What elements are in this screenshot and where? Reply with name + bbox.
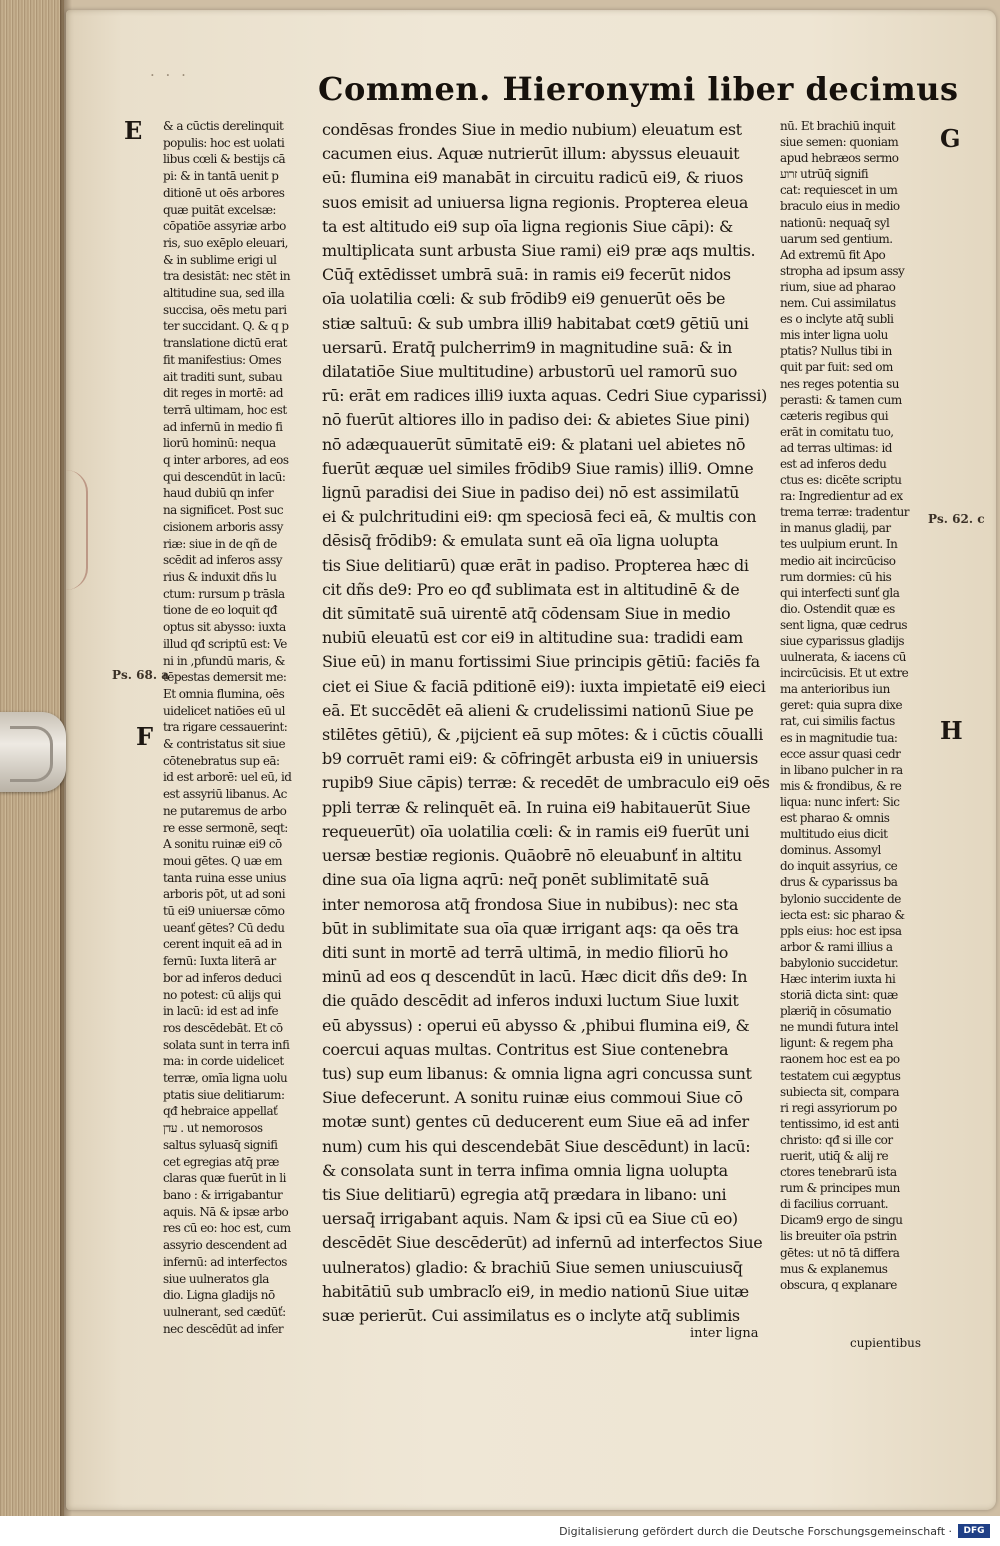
text-line: bano : & irrigabantur (163, 1188, 283, 1202)
text-line: dominus. Assomyl (780, 843, 881, 858)
text-line: liorū hominū: nequa (163, 436, 276, 451)
text-line: Siue eū) in manu fortissimi Siue principis gētiū: faciēs fa (322, 652, 760, 672)
text-line: cet egregias atq̄ præ (163, 1154, 279, 1169)
page-clip-loop (10, 726, 53, 782)
text-line: eū abyssus) : operui eū abysso & ,phibui flumina ei9, & (322, 1015, 750, 1035)
text-line: fuerūt æquæ uel similes frōdib9 Siue ramis) illi9. Omne (322, 458, 754, 478)
text-line: nem. Cui assimilatus (780, 296, 896, 311)
text-line: haud dubiū qn infer (163, 486, 274, 501)
text-line: ciet ei Siue & faciā pditionē ei9): iuxta impietatē ei9 eieci (322, 676, 766, 696)
text-line: tes uulpium erunt. In (780, 537, 898, 552)
text-line: rum & principes mun (780, 1181, 900, 1196)
text-line: qđ hebraice appellať (163, 1104, 278, 1119)
text-line: est pharao & omnis (780, 811, 890, 826)
text-line: in manus gladiį, par (780, 521, 891, 536)
text-line: tentissimo, id est anti (780, 1116, 899, 1131)
text-line: ter succidant. Q. & q p (163, 319, 289, 334)
text-line: cerent inquit eā ad in (163, 937, 282, 952)
text-line: ctores tenebrarū ista (780, 1165, 897, 1180)
text-line: translatione dictū erat (163, 336, 287, 351)
text-line: nubiū eleuatū est cor ei9 in altitudine sua: tradidi eam (322, 628, 743, 648)
text-line: subiecta sit, compara (780, 1084, 899, 1099)
text-line: tus) sup eum libanus: & omnia ligna agri concussa sunt (322, 1063, 752, 1083)
text-line: quæ puitāt excelsæ: (163, 202, 276, 217)
commentary-column-left (163, 118, 311, 1337)
text-line: braculo eius in medio (780, 199, 900, 214)
text-line: storiā dicta sint: quæ (780, 988, 898, 1003)
text-line: multitudo eius dicit (780, 827, 888, 842)
text-line: Siue defecerunt. A sonitu ruinæ eius commoui Siue cō (322, 1088, 743, 1108)
text-line: es o inclyte atq̄ subli (780, 312, 894, 327)
text-line: terrā ultimam, hoc est (163, 402, 287, 417)
text-line: tanta ruina esse unius (163, 870, 286, 885)
text-line: in libano pulcher in ra (780, 762, 903, 777)
text-line: dilatatiōe Siue multitudine) arbustorū uel ramorū suo (322, 362, 737, 382)
text-line: עדן . ut nemorosos (163, 1121, 263, 1136)
text-line: cōpatiōe assyriæ arbo (163, 219, 286, 234)
text-line: Cūq̄ extēdisset umbrā suā: in ramis ei9 fecerūt nidos (322, 265, 731, 285)
text-line: dio. Ostendit quæ es (780, 601, 895, 616)
text-line: testatem cui ægyptus (780, 1068, 901, 1083)
text-line: uidelicet natiōes eū ul (163, 703, 285, 718)
text-line: Et omnia flumina, oēs (163, 686, 285, 701)
text-line: in lacū: id est ad infe (163, 1004, 279, 1019)
text-line: assyrio descendent ad (163, 1238, 287, 1253)
text-line: mus & explanemus (780, 1261, 888, 1276)
text-line: est ad inferos dedu (780, 456, 887, 471)
text-line: succisa, oēs metu pari (163, 302, 287, 317)
text-line: rupib9 Siue cāpis) terræ: & recedēt de umbraculo ei9 oēs (322, 773, 770, 793)
text-line: ppls eius: hoc est ipsa (780, 923, 902, 938)
text-line: ne mundi futura intel (780, 1020, 899, 1035)
margin-reference-left: Ps. 68. a (112, 668, 169, 682)
text-line: lignū paradisi dei Siue in padiso dei) nō est assimilatū (322, 483, 740, 503)
text-line: arboris pōt, ut ad soni (163, 887, 286, 902)
text-line: liqua: nunc infert: Sic (780, 794, 900, 809)
text-line: qui interfecti sunť gla (780, 585, 900, 600)
text-line: descēdēt Siue descēderūt) ad infernū ad interfectos Siue (322, 1233, 763, 1253)
text-line: fit manifestius: Omes (163, 352, 282, 367)
text-line: diti sunt in mortē ad terrā ultimā, in medio filiorū ho (322, 942, 728, 962)
text-line: ta est altitudo ei9 sup oīa ligna regionis Siue cāpi): & (322, 216, 733, 236)
text-line: nec descēdūt ad infer (163, 1321, 284, 1336)
text-line: dēsisq̄ frōdib9: & emulata sunt eā oīa ligna uolupta (322, 531, 719, 551)
text-line: ma anterioribus iun (780, 682, 890, 697)
text-line: cacumen eius. Aquæ nutrierūt illum: abyssus eleuauit (322, 144, 740, 164)
text-line: dine sua oīa ligna aqrū: neq̄ ponēt sublimitatē suā (322, 870, 709, 890)
text-line: quit par fuit: sed om (780, 360, 893, 375)
text-line: do inquit assyrius, ce (780, 859, 898, 874)
text-line: fernū: Iuxta literā ar (163, 954, 276, 969)
column-marker-f: F (136, 722, 154, 751)
text-line: rū: erāt em radices illi9 iuxta aquas. Cedri Siue cyparissi) (322, 386, 767, 406)
text-line: ros descēdebāt. Et cō (163, 1020, 283, 1035)
text-line: Dicam9 ergo de singu (780, 1213, 903, 1228)
text-line: geret: quia supra dixe (780, 698, 903, 713)
page-clip (0, 712, 66, 792)
text-line: bor ad inferos deduci (163, 970, 282, 985)
text-line: gētes: ut nō tā differa (780, 1245, 900, 1260)
text-line: ma: in corde uidelicet (163, 1054, 284, 1069)
catchword-right: cupientibus (850, 1336, 922, 1350)
text-line: libus cœli & bestijs cā (163, 152, 286, 167)
text-line: di facilius corruant. (780, 1197, 888, 1212)
text-line: est assyriū libanus. Ac (163, 787, 287, 802)
text-line: uersæ bestiæ regionis. Quāobrē nō eleuabunť in altitu (322, 846, 742, 866)
text-line: erāt in comitatu tuo, (780, 424, 894, 439)
text-line: uersarū. Eratq̄ pulcherrim9 in magnitudine suā: & in (322, 337, 732, 357)
footer-credit: Digitalisierung gefördert durch die Deutsche Forschungsgemeinschaft · (559, 1525, 952, 1538)
text-line: populis: hoc est uolati (163, 135, 285, 150)
text-line: siue cyparissus gladijs (780, 634, 904, 648)
text-line: inter nemorosa atq̄ frondosa Siue in nubibus): nec sta (322, 894, 738, 914)
text-line: scēdit ad inferos assy (163, 553, 282, 568)
text-line: זרוע utrūq̄ signifi (780, 167, 869, 182)
text-line: tis Siue delitiarū) quæ erāt in padiso. Propterea hæc di (322, 555, 749, 575)
text-line: ruerit, utiq̄ & alij re (780, 1149, 889, 1163)
text-line: tēpestas demersit me: (163, 670, 287, 685)
text-line: lis breuiter oīa pstrin (780, 1229, 897, 1244)
text-line: suæ perierūt. Cui assimilatus es o inclyte atq̄ sublimis (322, 1305, 740, 1325)
text-line: eā. Et succēdēt eā alieni & crudelissimi nationū Siue pe (322, 700, 754, 720)
text-line: ei & pulchritudini ei9: qm speciosā feci eā, & multis con (322, 507, 757, 527)
text-line: riæ: siue in de qñ de (163, 536, 277, 551)
text-line: b9 corruēt rami ei9: & cōfringēt arbusta ei9 in uniuersis (322, 749, 758, 769)
text-line: rius & induxit dñs lu (163, 569, 277, 584)
text-line: re esse sermonē, seqt: (163, 820, 288, 835)
text-line: claras quæ fuerūt in li (163, 1171, 286, 1186)
text-line: ctum: rursum p trāsla (163, 586, 285, 601)
text-line: q inter arbores, ad eos (163, 453, 289, 468)
text-line: & a cūctis derelinquit (163, 119, 284, 133)
text-line: tra rigare cessauerint: (163, 720, 288, 735)
column-marker-h: H (940, 716, 963, 745)
text-line: ad infernū in medio fi (163, 419, 283, 434)
text-line: terræ, omīa ligna uolu (163, 1071, 288, 1086)
commentary-column-right (780, 118, 932, 1293)
text-line: perasti: & tamen cum (780, 392, 902, 407)
text-line: tis Siue delitiarū) egregia atq̄ prædara in libano: uni (322, 1184, 727, 1204)
text-line: uulnerata, & iacens cū (780, 650, 906, 665)
text-line: stilētes gētiū), & ,pijcient eā sup mōtes: & i cūctis cōualli (322, 725, 763, 745)
text-line: būt in sublimitate sua oīa quæ irrigant aqs: qa oēs tra (322, 918, 739, 938)
text-line: cat: requiescet in um (780, 183, 898, 198)
text-line: saltus syluasq̄ signifi (163, 1137, 278, 1152)
text-line: rum dormies: cū his (780, 569, 892, 584)
text-line: trema terræ: tradentur (780, 505, 909, 520)
text-line: ueanť gētes? Cū dedu (163, 920, 285, 935)
text-line: ctus es: dicēte scriptu (780, 473, 902, 488)
text-line: & contristatus sit siue (163, 737, 286, 752)
text-line: rium, siue ad pharao (780, 279, 896, 294)
text-line: uarum sed gentium. (780, 231, 893, 246)
text-line: Hæc interim iuxta hi (780, 971, 896, 986)
text-line: dit reges in mortē: ad (163, 386, 283, 401)
dfg-logo: DFG (958, 1524, 990, 1538)
text-line: dit sūmitatē suā uirentē atq̄ cōdensam Siue in medio (322, 604, 731, 624)
text-line: cæteris regibus qui (780, 408, 889, 423)
text-line: pi: & in tantā uenit p (163, 169, 279, 184)
text-line: eū: flumina ei9 manabāt in circuitu radicū ei9, & riuos (322, 168, 744, 188)
text-line: incircūcisis. Et ut extre (780, 666, 909, 681)
text-line: ppli terræ & relinquēt eā. In ruina ei9 habitauerūt Siue (322, 797, 751, 817)
text-line: minū ad eos q descendūt in lacū. Hæc dicit dñs de9: In (322, 967, 748, 987)
text-line: cisionem arboris assy (163, 519, 283, 534)
text-line: ad terras ultimas: id (780, 440, 892, 455)
text-line: apud hebræos sermo (780, 151, 899, 166)
text-line: sent ligna, quæ cedrus (780, 617, 908, 632)
text-line: altitudine sua, sed illa (163, 286, 285, 301)
column-marker-g: G (940, 124, 961, 153)
text-line: qui descendūt in lacū: (163, 469, 286, 484)
text-line: Ad extremū fit Apo (780, 247, 886, 262)
text-line: nationū: nequaq̄ syl (780, 215, 890, 230)
text-line: nō adæquauerūt sūmitatē ei9: & platani uel abietes nō (322, 434, 746, 454)
text-line: uulnerant, sed cædūť: (163, 1304, 286, 1319)
text-line: siue uulneratos gla (163, 1271, 269, 1286)
text-line: oīa uolatilia cœli: & sub frōdib9 ei9 genuerūt oēs be (322, 289, 726, 309)
text-line: tione de eo loquit qđ (163, 603, 278, 618)
text-line: tū ei9 uniuersæ cōmo (163, 904, 285, 919)
text-line: ptatis? Nullus tibi in (780, 344, 892, 359)
text-line: uulneratos) gladio: & brachiū Siue semen uniuscuiusq̄ (322, 1257, 743, 1277)
text-line: habitātiū sub umbracľo ei9, in medio nationū Siue uitæ (322, 1281, 749, 1301)
text-line: nō fuerūt altiores illo in padiso dei: & abietes Siue pini) (322, 410, 750, 430)
text-line: ligunt: & regem pha (780, 1036, 893, 1051)
catchword: inter ligna (690, 1326, 759, 1341)
text-line: nes reges potentia su (780, 376, 899, 391)
text-line: infernū: ad interfectos (163, 1254, 287, 1269)
text-line: A sonitu ruinæ ei9 cō (163, 837, 282, 852)
text-line: dio. Ligna gladijs nō (163, 1288, 275, 1303)
text-line: ptatis siue delitiarum: (163, 1087, 285, 1102)
text-line: ni in ,pfundū maris, & (163, 653, 285, 668)
text-line: rat, cui similis factus (780, 714, 895, 729)
text-line: requeuerūt) oīa uolatilia cœli: & in ramis ei9 fuerūt uni (322, 821, 750, 841)
text-line: no potest: cū alijs qui (163, 987, 281, 1002)
text-line: nū. Et brachiū inquit (780, 119, 895, 133)
text-line: ri regi assyriorum po (780, 1100, 897, 1115)
text-line: cōtenebratus sup eā: (163, 753, 280, 768)
text-line: & in sublime erigi ul (163, 252, 277, 267)
text-line: moui gētes. Q uæ em (163, 853, 282, 868)
text-line: illud qđ scriptū est: Ve (163, 636, 287, 651)
text-line: bylonio succidente de (780, 891, 901, 906)
digitization-footer (0, 1516, 1000, 1546)
text-line: tra desistāt: nec stēt in (163, 269, 291, 284)
main-text-column (322, 118, 770, 1328)
text-line: solata sunt in terra infi (163, 1037, 290, 1052)
running-head: Commen. Hieronymi liber decimus (318, 70, 959, 108)
text-line: raonem hoc est ea po (780, 1052, 900, 1067)
text-line: & consolata sunt in terra infima omnia ligna uolupta (322, 1160, 728, 1180)
text-line: uersaq̄ irrigabant aquis. Nam & ipsi cū ea Siue cū eo) (322, 1209, 738, 1229)
text-line: die quādo descēdit ad inferos induxi luctum Siue luxit (322, 991, 739, 1011)
text-line: cit dñs de9: Pro eo qđ sublimata est in altitudinē & de (322, 579, 740, 599)
text-line: stropha ad ipsum assy (780, 263, 905, 278)
text-line: optus sit abysso: iuxta (163, 620, 286, 635)
text-line: ne putaremus de arbo (163, 803, 287, 818)
margin-reference-right: Ps. 62. c (928, 512, 985, 526)
top-smudge: · · · (150, 66, 189, 84)
text-line: christo: qđ si ille cor (780, 1132, 893, 1147)
text-line: motæ sunt) gentes cū deducerent eum Siue eā ad infer (322, 1112, 749, 1132)
text-line: siue semen: quoniam (780, 135, 899, 150)
column-marker-e: E (124, 116, 143, 145)
text-line: multiplicata sunt arbusta Siue rami) ei9 præ aqs multis. (322, 241, 756, 261)
text-line: ditionē ut oēs arbores (163, 185, 285, 200)
text-line: iecta est: sic pharao & (780, 907, 905, 922)
text-line: ait traditi sunt, subau (163, 369, 283, 384)
text-line: res cū eo: hoc est, cum (163, 1221, 291, 1236)
text-line: mis & frondibus, & re (780, 778, 902, 793)
text-line: arbor & rami illius a (780, 939, 893, 954)
text-line: num) cum his qui descendebāt Siue descēdunt) in lacū: (322, 1136, 751, 1156)
text-line: ris, suo exēplo eleuari, (163, 235, 288, 250)
text-line: na significet. Post suc (163, 503, 284, 518)
text-line: condēsas frondes Siue in medio nubium) eleuatum est (322, 120, 742, 139)
text-line: stiæ saltuū: & sub umbra illi9 habitabat cœt9 gētiū uni (322, 313, 749, 333)
text-line: ecce assur quasi cedr (780, 746, 901, 761)
text-line: es in magnitudie tua: (780, 730, 898, 745)
text-line: mis inter ligna uolu (780, 328, 888, 343)
text-line: coercui aquas multas. Contritus est Siue contenebra (322, 1039, 729, 1059)
text-line: ra: Ingredientur ad ex (780, 489, 903, 504)
text-line: plæriq̄ in cōsumatio (780, 1004, 892, 1019)
text-line: medio ait incircūciso (780, 553, 896, 568)
text-line: obscura, q explanare (780, 1277, 897, 1292)
text-line: babylonio succidetur. (780, 955, 899, 970)
text-line: id est arborē: uel eū, id (163, 770, 292, 785)
text-line: drus & cyparissus ba (780, 875, 898, 890)
text-line: suos emisit ad uniuersa ligna regionis. Propterea eleua (322, 192, 749, 212)
red-ink-mark (66, 470, 88, 590)
text-line: aquis. Nā & ipsæ arbo (163, 1204, 289, 1219)
